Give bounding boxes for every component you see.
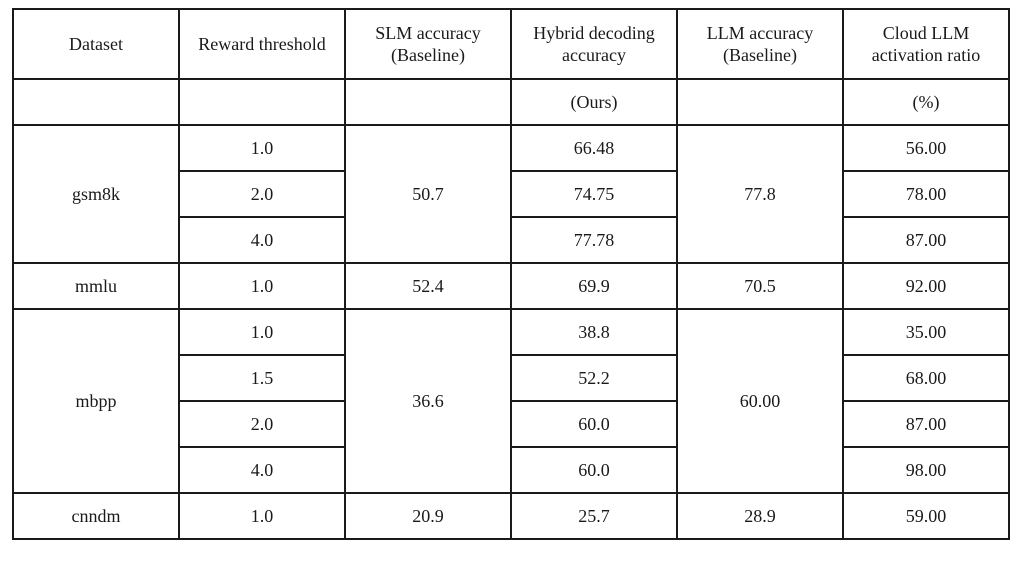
- header-reward-threshold: [179, 9, 345, 79]
- cell-activation-ratio: 98.00: [843, 447, 1009, 493]
- cell-threshold: 4.0: [179, 217, 345, 263]
- cell-llm-accuracy: 77.8: [677, 125, 843, 263]
- cell-slm-accuracy: 20.9: [345, 493, 511, 539]
- cell-llm-accuracy: 60.00: [677, 309, 843, 493]
- table-row: [13, 309, 1009, 355]
- table-row: [13, 125, 1009, 171]
- cell-threshold: 2.0: [179, 171, 345, 217]
- table-row: [13, 263, 1009, 309]
- cell-dataset: mbpp: [13, 309, 179, 493]
- cell-dataset: gsm8k: [13, 125, 179, 263]
- cell-slm-accuracy: 50.7: [345, 125, 511, 263]
- cell-threshold: 1.5: [179, 355, 345, 401]
- cell-activation-ratio: 87.00: [843, 401, 1009, 447]
- cell-threshold: 2.0: [179, 401, 345, 447]
- results-table: [12, 8, 1010, 540]
- header-slm-accuracy-line2: (Baseline): [391, 45, 465, 65]
- header-row: [13, 9, 1009, 79]
- subheader-empty-slm: [345, 79, 511, 125]
- cell-hybrid-accuracy: 74.75: [511, 171, 677, 217]
- cell-dataset: cnndm: [13, 493, 179, 539]
- header-reward-threshold-label: Reward threshold: [198, 34, 326, 54]
- header-activation-ratio-line1: Cloud LLM: [882, 23, 970, 43]
- header-hybrid-accuracy-line2: accuracy: [562, 45, 626, 65]
- cell-activation-ratio: 68.00: [843, 355, 1009, 401]
- cell-hybrid-accuracy: 25.7: [511, 493, 677, 539]
- cell-hybrid-accuracy: 60.0: [511, 447, 677, 493]
- header-llm-accuracy-line1: LLM accuracy: [706, 23, 814, 43]
- subheader-empty-threshold: [179, 79, 345, 125]
- cell-hybrid-accuracy: 77.78: [511, 217, 677, 263]
- header-llm-accuracy: [677, 9, 843, 79]
- cell-threshold: 4.0: [179, 447, 345, 493]
- cell-threshold: 1.0: [179, 263, 345, 309]
- cell-hybrid-accuracy: 38.8: [511, 309, 677, 355]
- cell-activation-ratio: 92.00: [843, 263, 1009, 309]
- header-slm-accuracy-line1: SLM accuracy: [375, 23, 481, 43]
- cell-hybrid-accuracy: 52.2: [511, 355, 677, 401]
- cell-activation-ratio: 56.00: [843, 125, 1009, 171]
- subheader-hybrid: (Ours): [511, 79, 677, 125]
- cell-activation-ratio: 59.00: [843, 493, 1009, 539]
- cell-llm-accuracy: 70.5: [677, 263, 843, 309]
- header-activation-ratio: [843, 9, 1009, 79]
- header-dataset-label: Dataset: [69, 34, 123, 54]
- cell-activation-ratio: 35.00: [843, 309, 1009, 355]
- cell-threshold: 1.0: [179, 125, 345, 171]
- cell-activation-ratio: 87.00: [843, 217, 1009, 263]
- cell-dataset: mmlu: [13, 263, 179, 309]
- subheader-empty-llm: [677, 79, 843, 125]
- subheader-ratio: (%): [843, 79, 1009, 125]
- header-slm-accuracy: [345, 9, 511, 79]
- subheader-empty-dataset: [13, 79, 179, 125]
- header-hybrid-accuracy: [511, 9, 677, 79]
- header-llm-accuracy-line2: (Baseline): [723, 45, 797, 65]
- cell-slm-accuracy: 36.6: [345, 309, 511, 493]
- cell-hybrid-accuracy: 60.0: [511, 401, 677, 447]
- header-hybrid-accuracy-line1: Hybrid decoding: [533, 23, 655, 43]
- header-dataset: [13, 9, 179, 79]
- subheader-row: [13, 79, 1009, 125]
- table-row: [13, 493, 1009, 539]
- header-activation-ratio-line2: activation ratio: [871, 45, 981, 65]
- cell-threshold: 1.0: [179, 493, 345, 539]
- cell-activation-ratio: 78.00: [843, 171, 1009, 217]
- cell-hybrid-accuracy: 69.9: [511, 263, 677, 309]
- cell-llm-accuracy: 28.9: [677, 493, 843, 539]
- cell-slm-accuracy: 52.4: [345, 263, 511, 309]
- cell-threshold: 1.0: [179, 309, 345, 355]
- cell-hybrid-accuracy: 66.48: [511, 125, 677, 171]
